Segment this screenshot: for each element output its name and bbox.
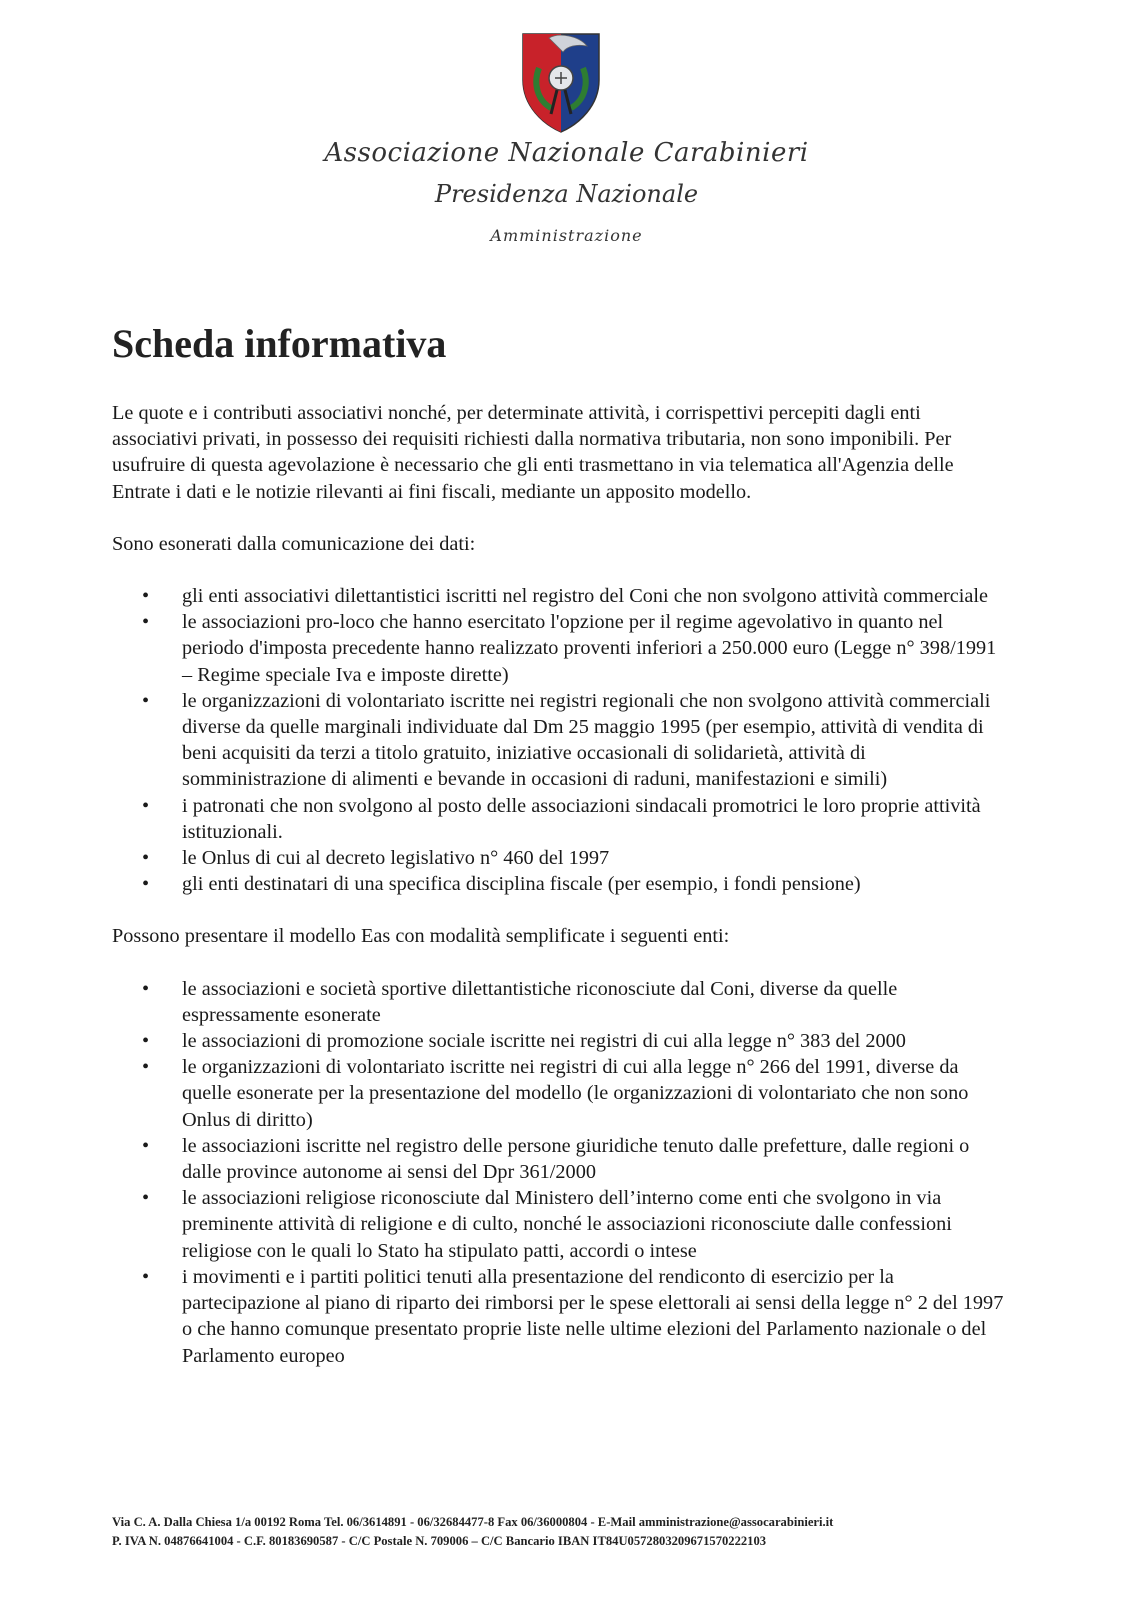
list-item: • le Onlus di cui al decreto legislativo n° 460 del 1997 <box>112 845 1008 871</box>
footer-address-line: Via C. A. Dalla Chiesa 1/a 00192 Roma Tel. 06/3614891 - 06/32684477-8 Fax 06/36000804 - E-Mail amministrazione@assocarabinieri.it <box>112 1515 834 1529</box>
page-title: Scheda informativa <box>112 321 447 366</box>
list-item: • le organizzazioni di volontariato iscritte nei registri di cui alla legge n° 266 del 1991, diverse da quelle esonerate per la presentazione del modello (le organizzazioni di volontariato che non sono Onlus di diritto) <box>112 1054 1008 1133</box>
list-item: • i movimenti e i partiti politici tenuti alla presentazione del rendiconto di esercizio per la partecipazione al piano di riparto dei rimborsi per le spese elettorali ai sensi della legge n° 2 del 1997 o che hanno comunque presentato proprie liste nelle ultime elezioni del Parlamento nazionale o del Parlamento europeo <box>112 1264 1008 1369</box>
list-item: • gli enti associativi dilettantistici iscritti nel registro del Coni che non svolgono attività commerciale <box>112 583 1008 609</box>
list-item: • i patronati che non svolgono al posto delle associazioni sindacali promotrici le loro proprie attività istituzionali. <box>112 793 1008 845</box>
exempt-entities-list <box>112 583 1008 897</box>
section2-heading: Possono presentare il modello Eas con modalità semplificate i seguenti enti: <box>112 925 730 948</box>
list-item: • le organizzazioni di volontariato iscritte nei registri regionali che non svolgono attività commerciali diverse da quelle marginali individuate dal Dm 25 maggio 1995 (per esempio, attività di vendita di beni acquisiti da terzi a titolo gratuito, iniziative occasionali di solidarietà, attività di somministrazione di alimenti e bevande in occasioni di raduni, manifestazioni e simili) <box>112 688 1008 793</box>
footer-fiscal-line: P. IVA N. 04876641004 - C.F. 80183690587 - C/C Postale N. 709006 – C/C Bancario IBAN IT84U0572803209671570222103 <box>112 1534 767 1548</box>
list-item: • le associazioni religiose riconosciute dal Ministero dell’interno come enti che svolgono in via preminente attività di religione e di culto, nonché le associazioni riconosciute dalle confessioni religiose con le quali lo Stato ha stipulato patti, accordi o intese <box>112 1185 1008 1264</box>
list-item: • le associazioni pro-loco che hanno esercitato l'opzione per il regime agevolativo in quanto nel periodo d'imposta precedente hanno realizzato proventi inferiori a 250.000 euro (Legge n° 398/1991 – Regime speciale Iva e imposte dirette) <box>112 609 1008 688</box>
footer-contacts <box>112 1513 1032 1551</box>
association-name: Associazione Nazionale Carabinieri <box>324 138 809 168</box>
presidency-name: Presidenza Nazionale <box>434 180 699 208</box>
list-item: • le associazioni iscritte nel registro delle persone giuridiche tenuto dalle prefetture, dalle regioni o dalle province autonome ai sensi del Dpr 361/2000 <box>112 1133 1008 1185</box>
list-item: • le associazioni di promozione sociale iscritte nei registri di cui alla legge n° 383 del 2000 <box>112 1028 1008 1054</box>
section1-heading: Sono esonerati dalla comunicazione dei dati: <box>112 532 476 555</box>
list-item: • gli enti destinatari di una specifica disciplina fiscale (per esempio, i fondi pensione) <box>112 871 1008 897</box>
simplified-entities-list <box>112 976 1008 1369</box>
list-item: • le associazioni e società sportive dilettantistiche riconosciute dal Coni, diverse da quelle espressamente esonerate <box>112 976 1008 1028</box>
document-body <box>112 400 1008 1369</box>
department-name: Amministrazione <box>490 226 643 245</box>
carabinieri-crest-logo <box>519 28 603 134</box>
intro-paragraph: Le quote e i contributi associativi nonché, per determinate attività, i corrispettivi percepiti dagli enti associativi privati, in possesso dei requisiti richiesti dalla normativa tributaria, non sono imponibili. Per usufruire di questa agevolazione è necessario che gli enti trasmettano in via telematica all'Agenzia delle Entrate i dati e le notizie rilevanti ai fini fiscali, mediante un apposito modello. <box>112 402 954 503</box>
